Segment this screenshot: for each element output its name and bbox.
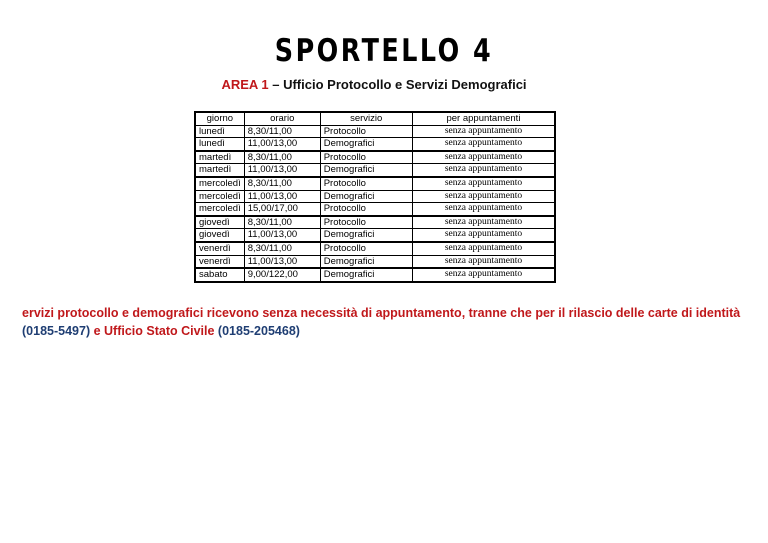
cell-orario: 11,00/13,00: [244, 255, 320, 268]
phone-number-2: (0185-205468): [217, 324, 300, 338]
subtitle: [0, 77, 748, 92]
cell-servizio: Protocollo: [320, 203, 412, 216]
cell-servizio: Demografici: [320, 255, 412, 268]
table-header-row: [195, 112, 555, 125]
table-row: [195, 268, 555, 282]
cell-appuntamenti: senza appuntamento: [412, 177, 555, 190]
cell-orario: 11,00/13,00: [244, 229, 320, 242]
phone-number-1: (0185-5497): [22, 324, 91, 338]
cell-appuntamenti: senza appuntamento: [412, 138, 555, 151]
cell-appuntamenti: senza appuntamento: [412, 190, 555, 203]
info-note: [22, 304, 752, 340]
table-row: [195, 203, 555, 216]
cell-servizio: Demografici: [320, 138, 412, 151]
table-row: [195, 242, 555, 255]
cell-servizio: Protocollo: [320, 177, 412, 190]
cell-servizio: Demografici: [320, 268, 412, 282]
cell-orario: 11,00/13,00: [244, 138, 320, 151]
note-text-2: e Ufficio Stato Civile: [90, 324, 218, 338]
cell-servizio: Protocollo: [320, 151, 412, 164]
cell-appuntamenti: senza appuntamento: [412, 203, 555, 216]
cell-orario: 11,00/13,00: [244, 164, 320, 177]
cell-servizio: Protocollo: [320, 125, 412, 138]
table-row: [195, 138, 555, 151]
cell-servizio: Protocollo: [320, 242, 412, 255]
area-label: AREA 1: [221, 77, 269, 92]
header-servizio: servizio: [320, 112, 412, 125]
table-row: [195, 255, 555, 268]
cell-servizio: Protocollo: [320, 216, 412, 229]
cell-giorno: sabato: [195, 268, 244, 282]
cell-giorno: giovedì: [195, 216, 244, 229]
cell-giorno: mercoledì: [195, 177, 244, 190]
cell-orario: 8,30/11,00: [244, 216, 320, 229]
table-row: [195, 190, 555, 203]
table-row: [195, 151, 555, 164]
cell-orario: 8,30/11,00: [244, 125, 320, 138]
schedule-body: [195, 125, 555, 282]
cell-appuntamenti: senza appuntamento: [412, 125, 555, 138]
cell-orario: 8,30/11,00: [244, 151, 320, 164]
cell-appuntamenti: senza appuntamento: [412, 151, 555, 164]
cell-servizio: Demografici: [320, 190, 412, 203]
cell-giorno: martedì: [195, 164, 244, 177]
cell-giorno: venerdì: [195, 255, 244, 268]
cell-giorno: lunedì: [195, 125, 244, 138]
cell-servizio: Demografici: [320, 229, 412, 242]
cell-appuntamenti: senza appuntamento: [412, 216, 555, 229]
cell-appuntamenti: senza appuntamento: [412, 255, 555, 268]
schedule-table: [194, 111, 556, 283]
note-text-1: ervizi protocollo e demografici ricevono senza necessità di appuntamento, tranne che per il rilascio delle carte di identità: [22, 306, 741, 320]
page-title: SPORTELLO 4: [274, 33, 494, 69]
cell-orario: 9,00/122,00: [244, 268, 320, 282]
header-appuntamenti: per appuntamenti: [412, 112, 555, 125]
cell-orario: 8,30/11,00: [244, 242, 320, 255]
cell-orario: 8,30/11,00: [244, 177, 320, 190]
cell-orario: 15,00/17,00: [244, 203, 320, 216]
cell-appuntamenti: senza appuntamento: [412, 164, 555, 177]
cell-appuntamenti: senza appuntamento: [412, 242, 555, 255]
cell-giorno: mercoledì: [195, 190, 244, 203]
table-row: [195, 125, 555, 138]
cell-appuntamenti: senza appuntamento: [412, 229, 555, 242]
cell-orario: 11,00/13,00: [244, 190, 320, 203]
cell-giorno: venerdì: [195, 242, 244, 255]
cell-giorno: martedì: [195, 151, 244, 164]
cell-servizio: Demografici: [320, 164, 412, 177]
header-orario: orario: [244, 112, 320, 125]
table-row: [195, 229, 555, 242]
cell-giorno: lunedì: [195, 138, 244, 151]
header-giorno: giorno: [195, 112, 244, 125]
table-row: [195, 164, 555, 177]
table-row: [195, 177, 555, 190]
cell-appuntamenti: senza appuntamento: [412, 268, 555, 282]
cell-giorno: giovedì: [195, 229, 244, 242]
table-row: [195, 216, 555, 229]
cell-giorno: mercoledì: [195, 203, 244, 216]
subtitle-text: – Ufficio Protocollo e Servizi Demografici: [268, 77, 527, 92]
